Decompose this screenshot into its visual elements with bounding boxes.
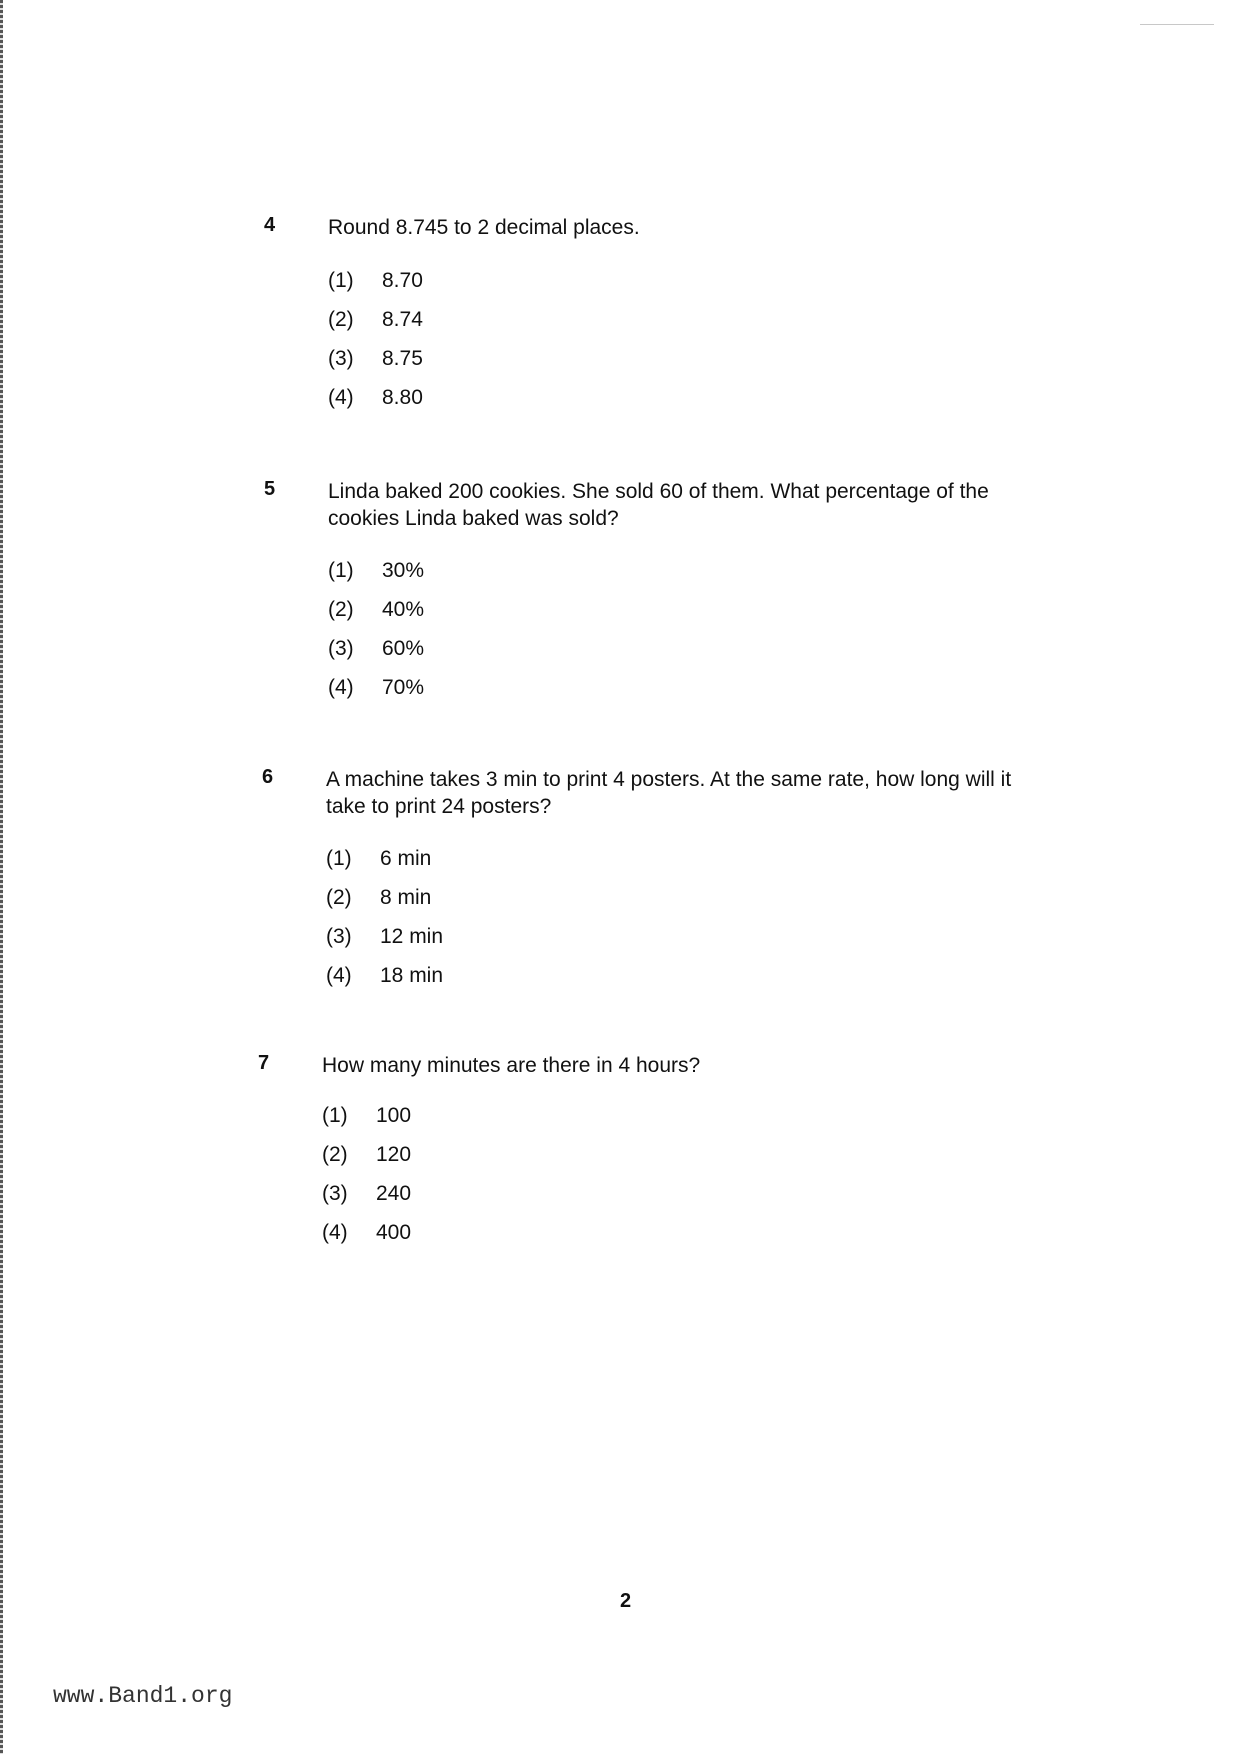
answer-option-2[interactable] [322, 1135, 411, 1174]
option-value: 400 [376, 1221, 412, 1244]
option-value: 40% [382, 598, 425, 621]
answer-option-1[interactable] [328, 261, 423, 300]
option-label: (4) [326, 964, 352, 987]
question-text: A machine takes 3 min to print 4 posters. At the same rate, how long will it take to print 24 posters? [326, 768, 1012, 818]
option-value: 8.80 [382, 386, 423, 409]
question-text: Round 8.745 to 2 decimal places. [328, 216, 640, 239]
option-label: (4) [328, 676, 354, 699]
scan-mark [1140, 24, 1214, 25]
option-label: (4) [328, 386, 354, 409]
option-value: 8.70 [382, 269, 423, 292]
option-label: (1) [328, 559, 354, 582]
page-number: 2 [620, 1590, 632, 1612]
answer-option-3[interactable] [328, 339, 423, 378]
option-label: (3) [328, 347, 354, 370]
option-value: 8.74 [382, 308, 423, 331]
option-label: (2) [328, 308, 354, 331]
option-label: (2) [328, 598, 354, 621]
option-label: (4) [322, 1221, 348, 1244]
option-value: 100 [376, 1104, 412, 1127]
answer-option-3[interactable] [322, 1174, 411, 1213]
option-value: 18 min [380, 964, 444, 987]
option-label: (1) [328, 269, 354, 292]
option-value: 240 [376, 1182, 412, 1205]
answer-option-4[interactable] [328, 668, 424, 707]
option-value: 8.75 [382, 347, 423, 370]
option-label: (2) [326, 886, 352, 909]
answer-option-2[interactable] [326, 878, 443, 917]
answer-option-3[interactable] [326, 917, 443, 956]
option-label: (3) [322, 1182, 348, 1205]
question-text: How many minutes are there in 4 hours? [322, 1054, 701, 1077]
answer-option-2[interactable] [328, 590, 424, 629]
answer-options [328, 551, 424, 707]
question-number: 6 [262, 766, 274, 788]
answer-option-3[interactable] [328, 629, 424, 668]
answer-option-1[interactable] [328, 551, 424, 590]
answer-option-1[interactable] [326, 839, 443, 878]
option-value: 12 min [380, 925, 444, 948]
scan-left-edge [0, 0, 3, 1754]
option-value: 120 [376, 1143, 412, 1166]
answer-option-4[interactable] [322, 1213, 411, 1252]
answer-option-2[interactable] [328, 300, 423, 339]
option-value: 6 min [380, 847, 432, 870]
answer-options [322, 1096, 411, 1252]
answer-option-4[interactable] [328, 378, 423, 417]
question-number: 7 [258, 1052, 270, 1074]
answer-option-4[interactable] [326, 956, 443, 995]
option-label: (1) [326, 847, 352, 870]
question-number: 5 [264, 478, 276, 500]
answer-option-1[interactable] [322, 1096, 411, 1135]
watermark-url: www.Band1.org [53, 1683, 233, 1709]
answer-options [326, 839, 443, 995]
option-label: (2) [322, 1143, 348, 1166]
answer-options [328, 261, 423, 417]
option-value: 70% [382, 676, 425, 699]
option-label: (3) [328, 637, 354, 660]
question-number: 4 [264, 214, 276, 236]
option-label: (1) [322, 1104, 348, 1127]
option-value: 60% [382, 637, 425, 660]
option-label: (3) [326, 925, 352, 948]
question-text: Linda baked 200 cookies. She sold 60 of them. What percentage of the cookies Linda baked was sold? [328, 480, 989, 530]
option-value: 30% [382, 559, 425, 582]
option-value: 8 min [380, 886, 432, 909]
